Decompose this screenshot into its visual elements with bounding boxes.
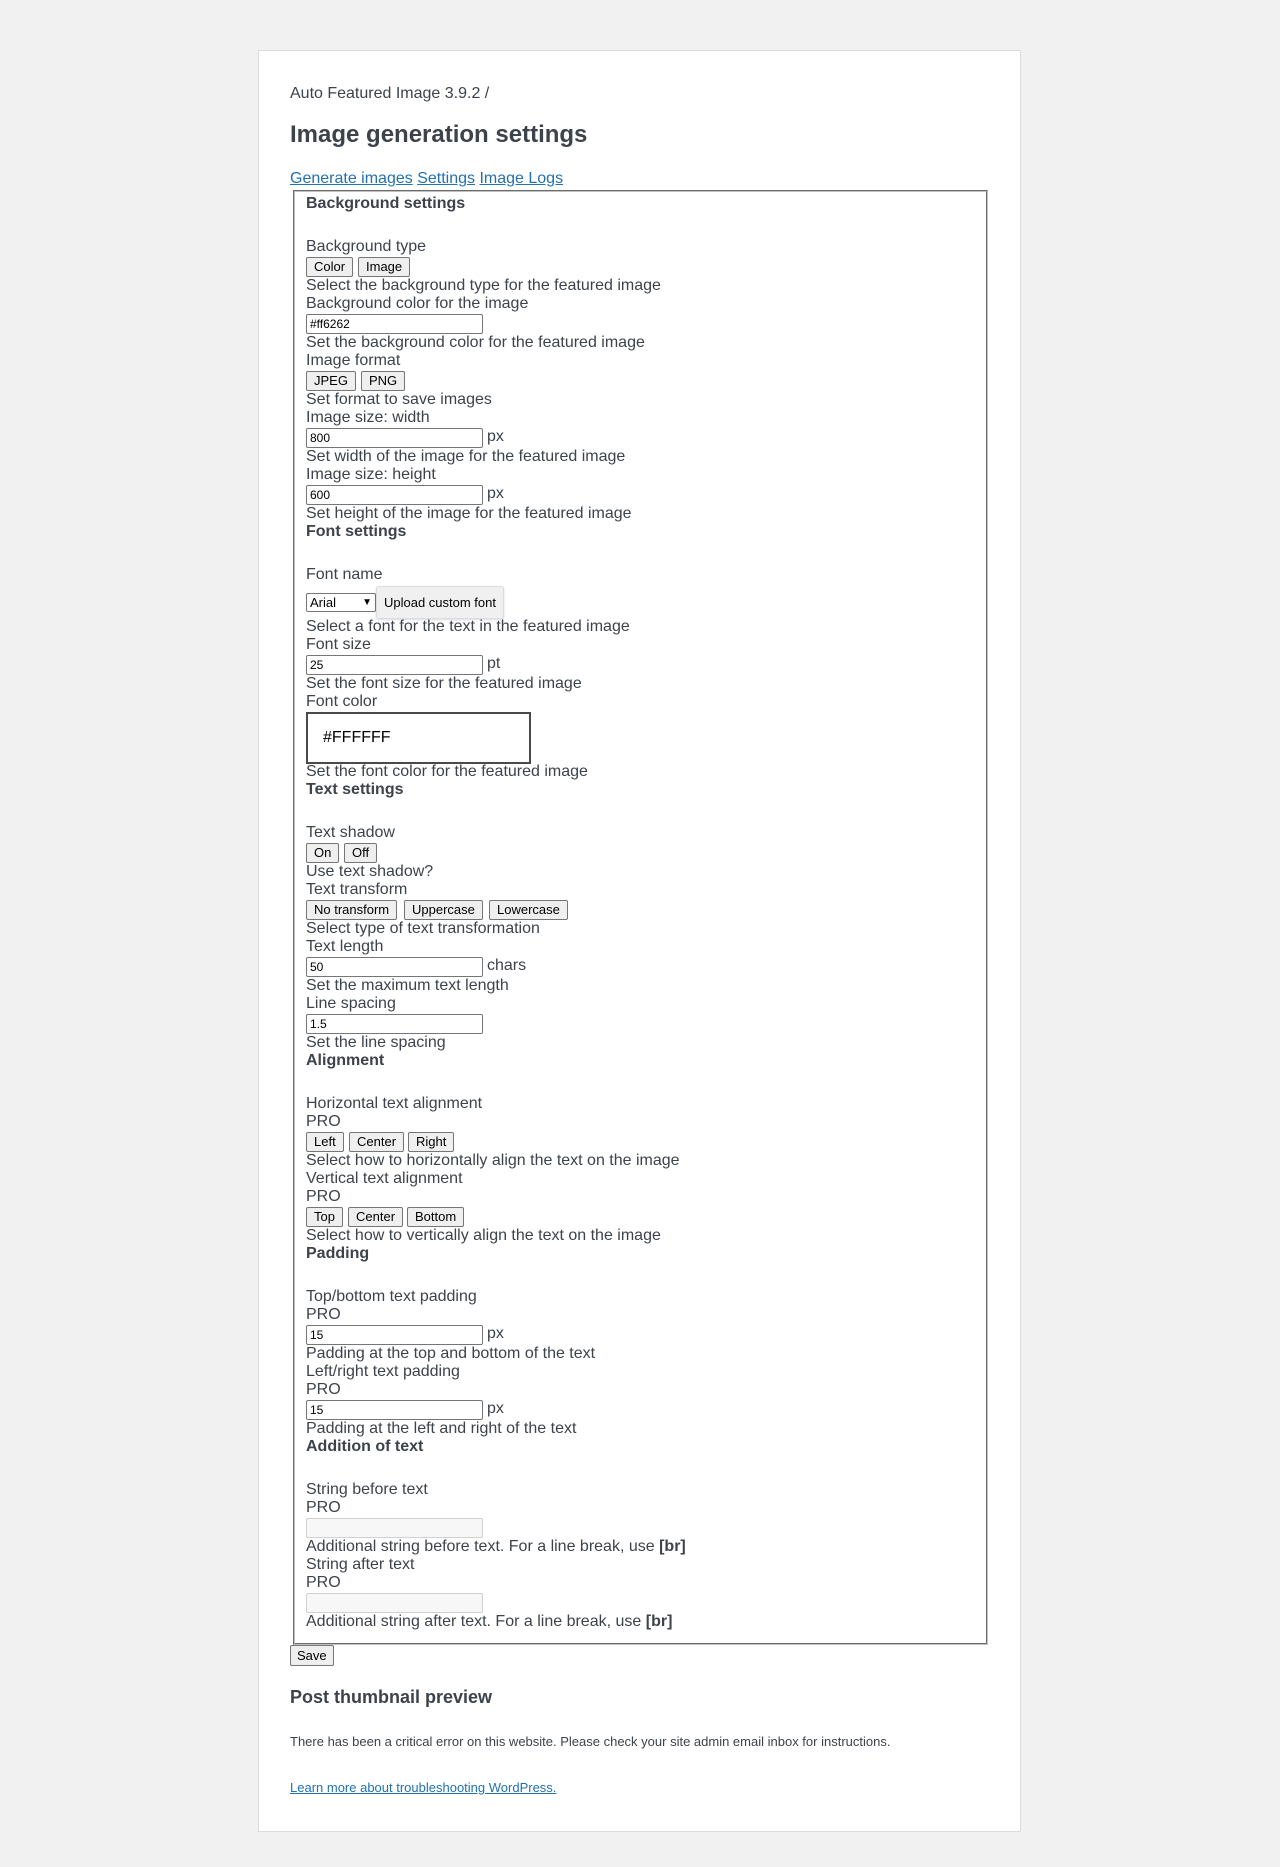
font-name-help: Select a font for the text in the featured image — [306, 618, 630, 635]
text-transform-help: Select type of text transformation — [306, 920, 540, 937]
text-shadow-label: Text shadow — [306, 824, 395, 841]
critical-error-message: There has been a critical error on this website. Please check your site admin email inbox for instructions. — [290, 1734, 891, 1749]
tb-padding-help: Padding at the top and bottom of the text — [306, 1345, 596, 1362]
background-type-label: Background type — [306, 238, 427, 255]
string-before-help-text: Additional string before text. For a line break, use — [306, 1538, 655, 1555]
font-color-input[interactable]: #FFFFFF — [306, 712, 531, 764]
lr-padding-unit: px — [487, 1400, 504, 1417]
lr-padding-label: Left/right text padding — [306, 1363, 460, 1380]
line-break-code: [br] — [659, 1538, 686, 1555]
string-before-pro-badge: PRO — [306, 1499, 341, 1516]
image-height-help: Set height of the image for the featured image — [306, 505, 632, 522]
tb-padding-unit: px — [487, 1325, 504, 1342]
format-png-button[interactable]: PNG — [361, 371, 405, 391]
tab-generate-images[interactable]: Generate images — [290, 170, 413, 187]
v-align-bottom-button[interactable]: Bottom — [407, 1207, 464, 1227]
image-width-input[interactable]: 800 — [306, 428, 483, 448]
string-after-help-text: Additional string after text. For a line break, use — [306, 1613, 642, 1630]
upload-custom-font-button[interactable]: Upload custom font — [376, 586, 504, 619]
h-align-pro-badge: PRO — [306, 1113, 341, 1130]
font-size-unit: pt — [487, 655, 501, 672]
string-after-label: String after text — [306, 1556, 415, 1573]
image-format-help: Set format to save images — [306, 391, 492, 408]
text-transform-label: Text transform — [306, 881, 408, 898]
text-length-help: Set the maximum text length — [306, 977, 509, 994]
transform-uppercase-button[interactable]: Uppercase — [404, 900, 483, 920]
line-spacing-help: Set the line spacing — [306, 1034, 446, 1051]
page-title: Image generation settings — [290, 121, 588, 148]
lr-padding-help: Padding at the left and right of the text — [306, 1420, 577, 1437]
font-name-value: Arial — [310, 595, 337, 610]
tb-padding-label: Top/bottom text padding — [306, 1288, 477, 1305]
v-align-center-button[interactable]: Center — [348, 1207, 403, 1227]
image-height-label: Image size: height — [306, 466, 436, 483]
background-color-label: Background color for the image — [306, 295, 529, 312]
string-before-label: String before text — [306, 1481, 428, 1498]
h-align-right-button[interactable]: Right — [408, 1132, 454, 1152]
alignment-section-title: Alignment — [306, 1052, 385, 1069]
padding-section-title: Padding — [306, 1245, 370, 1262]
string-after-help — [306, 1613, 672, 1631]
tb-padding-pro-badge: PRO — [306, 1306, 341, 1323]
lr-padding-input[interactable]: 15 — [306, 1400, 483, 1420]
background-section-title: Background settings — [306, 195, 466, 212]
text-length-label: Text length — [306, 938, 384, 955]
image-width-help: Set width of the image for the featured image — [306, 448, 626, 465]
font-color-label: Font color — [306, 693, 378, 710]
image-format-label: Image format — [306, 352, 401, 369]
h-align-label: Horizontal text alignment — [306, 1095, 483, 1112]
shadow-on-button[interactable]: On — [306, 843, 339, 863]
shadow-off-button[interactable]: Off — [344, 843, 377, 863]
string-before-help — [306, 1538, 686, 1556]
font-color-help: Set the font color for the featured image — [306, 763, 588, 780]
string-before-input[interactable] — [306, 1518, 483, 1538]
h-align-help: Select how to horizontally align the text on the image — [306, 1152, 680, 1169]
preview-title: Post thumbnail preview — [290, 1687, 493, 1707]
image-width-unit: px — [487, 428, 504, 445]
v-align-top-button[interactable]: Top — [306, 1207, 343, 1227]
v-align-help: Select how to vertically align the text on the image — [306, 1227, 661, 1244]
v-align-pro-badge: PRO — [306, 1188, 341, 1205]
breadcrumb: Auto Featured Image 3.9.2 / — [290, 85, 490, 102]
bg-type-image-button[interactable]: Image — [358, 257, 410, 277]
save-button[interactable]: Save — [290, 1645, 334, 1666]
transform-none-button[interactable]: No transform — [306, 900, 397, 920]
text-section-title: Text settings — [306, 781, 404, 798]
line-spacing-input[interactable]: 1.5 — [306, 1014, 483, 1034]
troubleshooting-link[interactable]: Learn more about troubleshooting WordPress. — [290, 1780, 557, 1795]
transform-lowercase-button[interactable]: Lowercase — [489, 900, 568, 920]
font-size-help: Set the font size for the featured image — [306, 675, 582, 692]
h-align-left-button[interactable]: Left — [306, 1132, 344, 1152]
addition-section-title: Addition of text — [306, 1438, 424, 1455]
font-size-label: Font size — [306, 636, 371, 653]
image-width-label: Image size: width — [306, 409, 430, 426]
background-color-help: Set the background color for the featured image — [306, 334, 645, 351]
format-jpeg-button[interactable]: JPEG — [306, 371, 356, 391]
font-name-label: Font name — [306, 566, 383, 583]
font-section-title: Font settings — [306, 523, 407, 540]
line-spacing-label: Line spacing — [306, 995, 396, 1012]
text-length-unit: chars — [487, 957, 527, 974]
tab-image-logs[interactable]: Image Logs — [479, 170, 564, 187]
line-break-code: [br] — [645, 1613, 673, 1630]
tab-nav — [290, 170, 563, 188]
background-type-help: Select the background type for the featured image — [306, 277, 661, 294]
image-height-input[interactable]: 600 — [306, 485, 483, 505]
string-after-input[interactable] — [306, 1593, 483, 1613]
lr-padding-pro-badge: PRO — [306, 1381, 341, 1398]
h-align-center-button[interactable]: Center — [349, 1132, 404, 1152]
text-length-input[interactable]: 50 — [306, 957, 483, 977]
v-align-label: Vertical text alignment — [306, 1170, 463, 1187]
string-after-pro-badge: PRO — [306, 1574, 341, 1591]
image-height-unit: px — [487, 485, 504, 502]
font-name-select[interactable] — [306, 593, 376, 612]
tb-padding-input[interactable]: 15 — [306, 1325, 483, 1345]
background-color-input[interactable]: #ff6262 — [306, 314, 483, 334]
tab-settings[interactable]: Settings — [417, 170, 475, 187]
text-shadow-help: Use text shadow? — [306, 863, 434, 880]
bg-type-color-button[interactable]: Color — [306, 257, 353, 277]
chevron-down-icon: ▼ — [362, 597, 372, 608]
font-size-input[interactable]: 25 — [306, 655, 483, 675]
